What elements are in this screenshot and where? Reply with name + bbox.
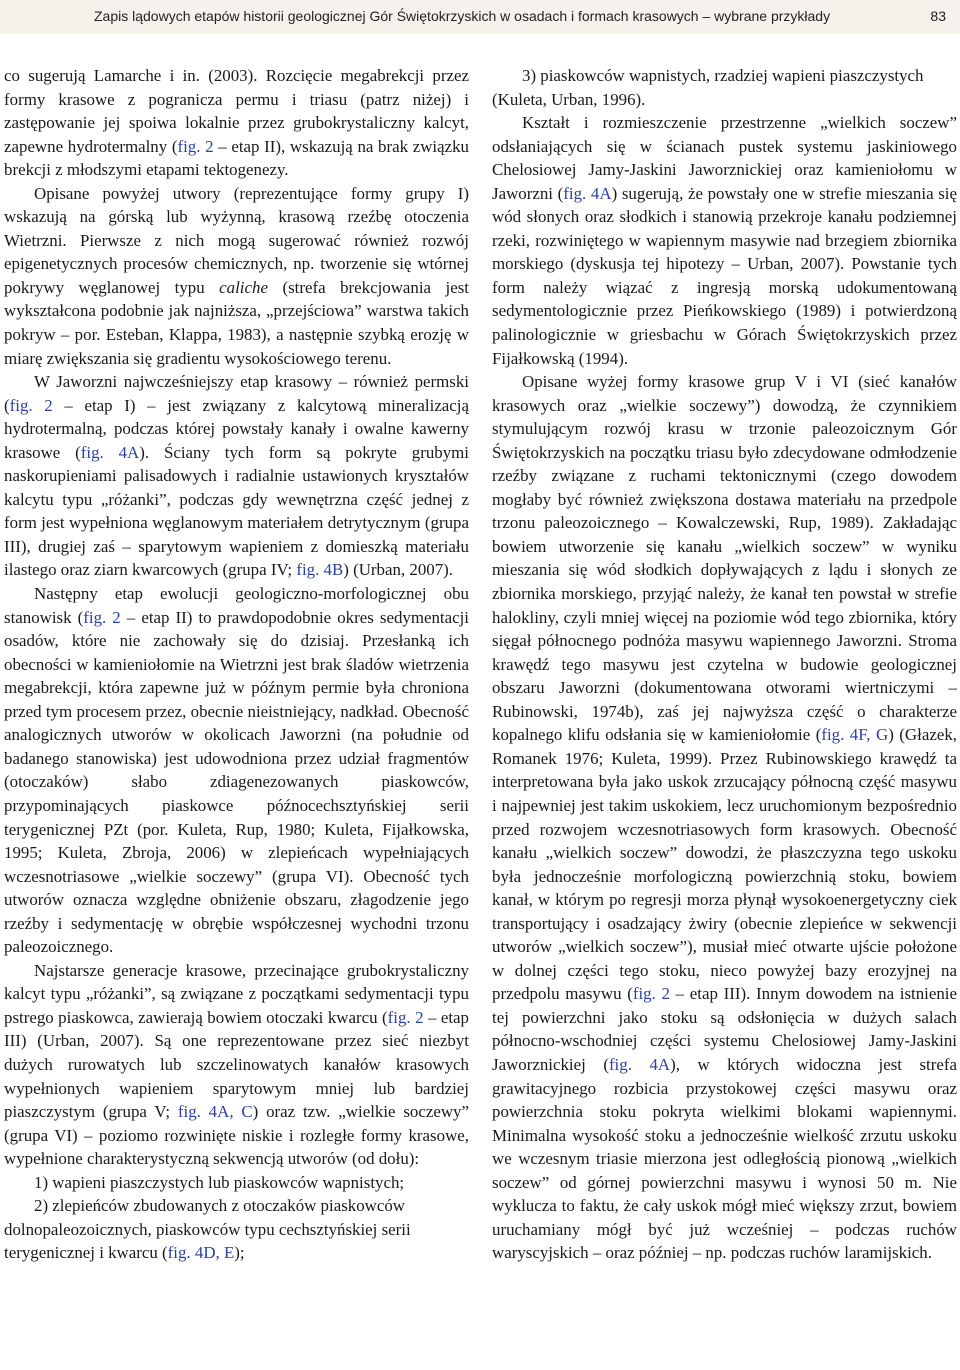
text-run: ) sugerują, że powstały one w strefie mieszania się wód słonych oraz słodkich i stanowią przekroje kanału podziemnej rzeki, rozwiniętego w wapiennym masywie nad brzegiem zbiornika morskiego (dyskusja tej hipotezy – Urban, 2007). Powstanie tych form należy wiązać z ingresją morską udokumentowaną sedymentologicznie przez Pieńkowskiego (1989) i potwierdzoną palinologicznie w griesbachu w Górach Świętokrzyskich przez Fijałkowską (1994). — [492, 183, 957, 368]
figure-reference: fig. 4A — [608, 1054, 671, 1074]
figure-reference: fig. 4B — [296, 560, 344, 580]
text-run: ); — [234, 1243, 245, 1263]
text-run: – etap III). Innym dowodem na istnienie tej powierzchni jako stoku są odsłonięcia w dużych salach północno-wschodniej części systemu Chelosiowej Jamy-Jaskini Jaworznickiej ( — [492, 984, 957, 1074]
italic-term: caliche — [219, 277, 268, 297]
paragraph — [4, 370, 469, 582]
running-header — [0, 0, 960, 34]
left-column — [4, 64, 469, 1265]
text-run: ), w których widoczna jest strefa grawitacyjnego rozbicia przystokowej części masywu oraz powierzchnia stoku pokryta wielkimi blokami wapiennymi. Minimalna wysokość stoku a jednocześnie wielkość zrzutu uskoku we wczesnym triasie mierzona jest odległością pionową „wielkich soczew” od górnej powierzchni masywu i wynosi 50 m. Nie wyklucza to faktu, że cały uskok mógł mieć większy zrzut, bowiem uruchamiany mógł być już wcześniej – podczas ruchów waryscyjskich – oraz później – np. podczas ruchów laramijskich. — [492, 1054, 957, 1263]
text-run: (strefa brekcjowania jest wykształcona podobnie jak najniższa, „przejściowa” warstwa takich pokryw – por. Esteban, Klappa, 1983), a następnie szybką erozję w miarę zwiększania się gradientu wysokościowego terenu. — [4, 277, 469, 368]
paragraph — [4, 64, 469, 182]
figure-reference: fig. 2 — [9, 395, 53, 415]
text-run: Następny etap ewolucji geologiczno-morfologicznej obu stanowisk ( — [4, 584, 469, 627]
text-run: – etap III) (Urban, 2007). Są one reprezentowane przez sieć niezbyt dużych rurowatych lub szczelinowatych kanałów krasowych wypełnionych wapieniem sparytowym mniej lub bardziej piaszczystym (grupa V; — [4, 1007, 469, 1122]
text-run: – etap I) – jest związany z kalcytową mineralizacją hydrotermalną, podczas której powstały kanały i owalne kawerny krasowe ( — [4, 395, 469, 462]
paragraph — [4, 959, 469, 1171]
text-run: ) (Głazek, Romanek 1976; Kuleta, 1999). Przez Rubinowskiego krawędź ta interpretowana była jako uskok zrzucający północną część masywu i najpewniej jest takim uskokiem, lecz uruchomionym bezpośrednio przed rozwojem wczesnotriasowych form krasowych. Obecność kanału „wielkich soczew” dowodzi, że płaszczyzna tego uskoku była jednocześnie morfologiczną powierzchnią stoku, bowiem kanał, w którym po regresji morza płynął wysokoenergetyczny ciek transportujący i osadzający żwiry (obecnie zlepieńce w sekwencji utworów „wielkich soczew”), musiał mieć otwarte ujście położone w dolnej części tego stoku, nieco powyżej bazy erozyjnej na przedpolu masywu ( — [492, 725, 957, 1004]
text-run: Kształt i rozmieszczenie przestrzenne „wielkich soczew” odsłaniających się w ścianach pustek systemu jaskiniowego Chelosiowej Jamy-Jaskini Jaworznickiej oraz kamieniołomu w Jaworzni ( — [492, 113, 957, 203]
text-run: ) oraz tzw. „wielkie soczewy” (grupa VI) – poziomo rozwinięte niskie i rozległe formy krasowe, wypełnione charakterystyczną sekwencją utworów (od dołu): — [4, 1102, 469, 1169]
paragraph — [4, 182, 469, 370]
list-item: 3) piaskowców wapnistych, rzadziej wapieni piaszczystych (Kuleta, Urban, 1996). — [492, 66, 924, 109]
text-run: – etap II) to prawdopodobnie okres sedymentacji osadów, które nie zachowały się do dzisiaj. Przesłanką ich obecności w kamieniołomie na Wietrzni jest brak śladów wietrzenia megabrekcji, która zapewne już w późnym permie była chroniona przed tym procesem przez, obecnie nieistniejący, nadkład. Obecność analogicznych utworów w okolicach Jaworzni (na południe od badanego stanowiska) jest udowodniona przez udział fragmentów (otoczaków) słabo zdiagenezowanych piaskowców, przypominających piaskowce późnocechsztyńskiej serii terygenicznej PZt (por. Kuleta, Rup, 1980; Kuleta, Fijałkowska, 1995; Kuleta, Zbroja, 2006) w zlepieńcach wypełniających wczesnotriasowe „wielkie soczewy” (grupa VI). Obecność tych utworów oznacza względne obniżenie obszaru, złagodzenie jego rzeźby i sedymentację w obrębie współczesnej wychodni trzonu paleozoicznego. — [4, 607, 469, 957]
running-title: Zapis lądowych etapów historii geologicznej Gór Świętokrzyskich w osadach i formach krasowych – wybrane przykłady — [94, 8, 831, 24]
page-number: 83 — [930, 8, 946, 24]
paragraph — [492, 370, 957, 1265]
paragraph — [4, 582, 469, 959]
figure-reference: fig. 2 — [632, 984, 670, 1004]
figure-reference: fig. 4A — [563, 183, 612, 203]
list-item: 1) wapieni piaszczystych lub piaskowców wapnistych; — [34, 1172, 405, 1192]
figure-reference: fig. 2 — [177, 136, 214, 156]
list-item — [4, 1194, 469, 1265]
figure-reference: fig. 4A, C — [177, 1102, 253, 1122]
text-run: Opisane powyżej utwory (reprezentujące formy grupy I) wskazują na górską lub wyżynną, krasową rzeźbę otoczenia Wietrzni. Pierwsze z nich mogą sugerować również rozwój epigenetycznych procesów chemicznych, np. tworzenie się wtórnej pokrywy węglanowej typu — [4, 183, 469, 297]
text-run: 2) zlepieńców zbudowanych z otoczaków piaskowców dolnopaleozoicznych, piaskowców typu cechsztyńskiej serii terygenicznej i kwarcu ( — [4, 1196, 411, 1263]
figure-reference: fig. 2 — [83, 607, 121, 627]
paragraph — [492, 111, 957, 370]
figure-reference: fig. 4A — [80, 442, 140, 462]
text-run: ). Ściany tych form są pokryte grubymi naskorupieniami palisadowych i radialnie ustawionych kryształów kalcytu typu „różanki”, podczas gdy wewnętrzna część jednej z form jest wypełniona węglanowym materiałem detrytycznym (grupa III), drugiej zaś – sparytowym wapieniem z domieszką materiału ilastego oraz ziarn kwarcowych (grupa IV; — [4, 442, 469, 580]
text-run: Najstarsze generacje krasowe, przecinające grubokrystaliczny kalcyt typu „różanki”, są związane z początkami sedymentacji typu pstrego piaskowca, zawierają bowiem otoczaki kwarcu ( — [4, 960, 469, 1027]
text-run: W Jaworzni najwcześniejszy etap krasowy – również permski ( — [4, 372, 469, 415]
text-run: Opisane wyżej formy krasowe grup V i VI (sieć kanałów krasowych oraz „wielkie soczewy”) dowodzą, że czynnikiem stymulującym rozwój krasu w trzonie paleozoicznym Gór Świętokrzyskich na początku triasu było zdecydowane odmłodzenie rzeźby związane z ruchami tektonicznymi (czego dowodem mogłaby być również zwiększona dostawa materiału na przedpole trzonu paleozoicznego – Kowalczewski, Rup, 1989). Zakładając bowiem utworzenie się kanału „wielkich soczew” w wyniku mieszania się wód słodkich dopływających z lądu i słonych ze zbiornika morskiego, przyjąć należy, że kanał ten powstał w strefie halokliny, czyli mniej więcej na poziomie wód tego zbiornika, który sięgał północnego podnóża masywu wapiennego Jaworzni. Stroma krawędź tego masywu jest czytelna w budowie geologicznej obszaru Jaworzni (dokumentowana otworami wiertniczymi – Rubinowski, 1974b), zaś jej najwyższa część o charakterze kopalnego klifu odsłania się w kamieniołomie ( — [492, 372, 957, 745]
figure-reference: fig. 4D, E — [167, 1243, 235, 1263]
figure-reference: fig. 2 — [387, 1007, 424, 1027]
text-run: – etap II), wskazują na brak związku brekcji z młodszymi etapami tektogenezy. — [4, 136, 470, 180]
text-run: co sugerują Lamarche i in. (2003). Rozcięcie megabrekcji przez formy krasowe z pogranicza permu i triasu (patrz niżej) i zastępowanie jej spoiwa lokalnie przez grubokrystaliczny kalcyt, zapewne hydrotermalny ( — [4, 66, 469, 156]
figure-reference: fig. 4F, G — [821, 725, 889, 745]
right-column — [492, 64, 957, 1265]
text-run: ) (Urban, 2007). — [343, 560, 454, 580]
